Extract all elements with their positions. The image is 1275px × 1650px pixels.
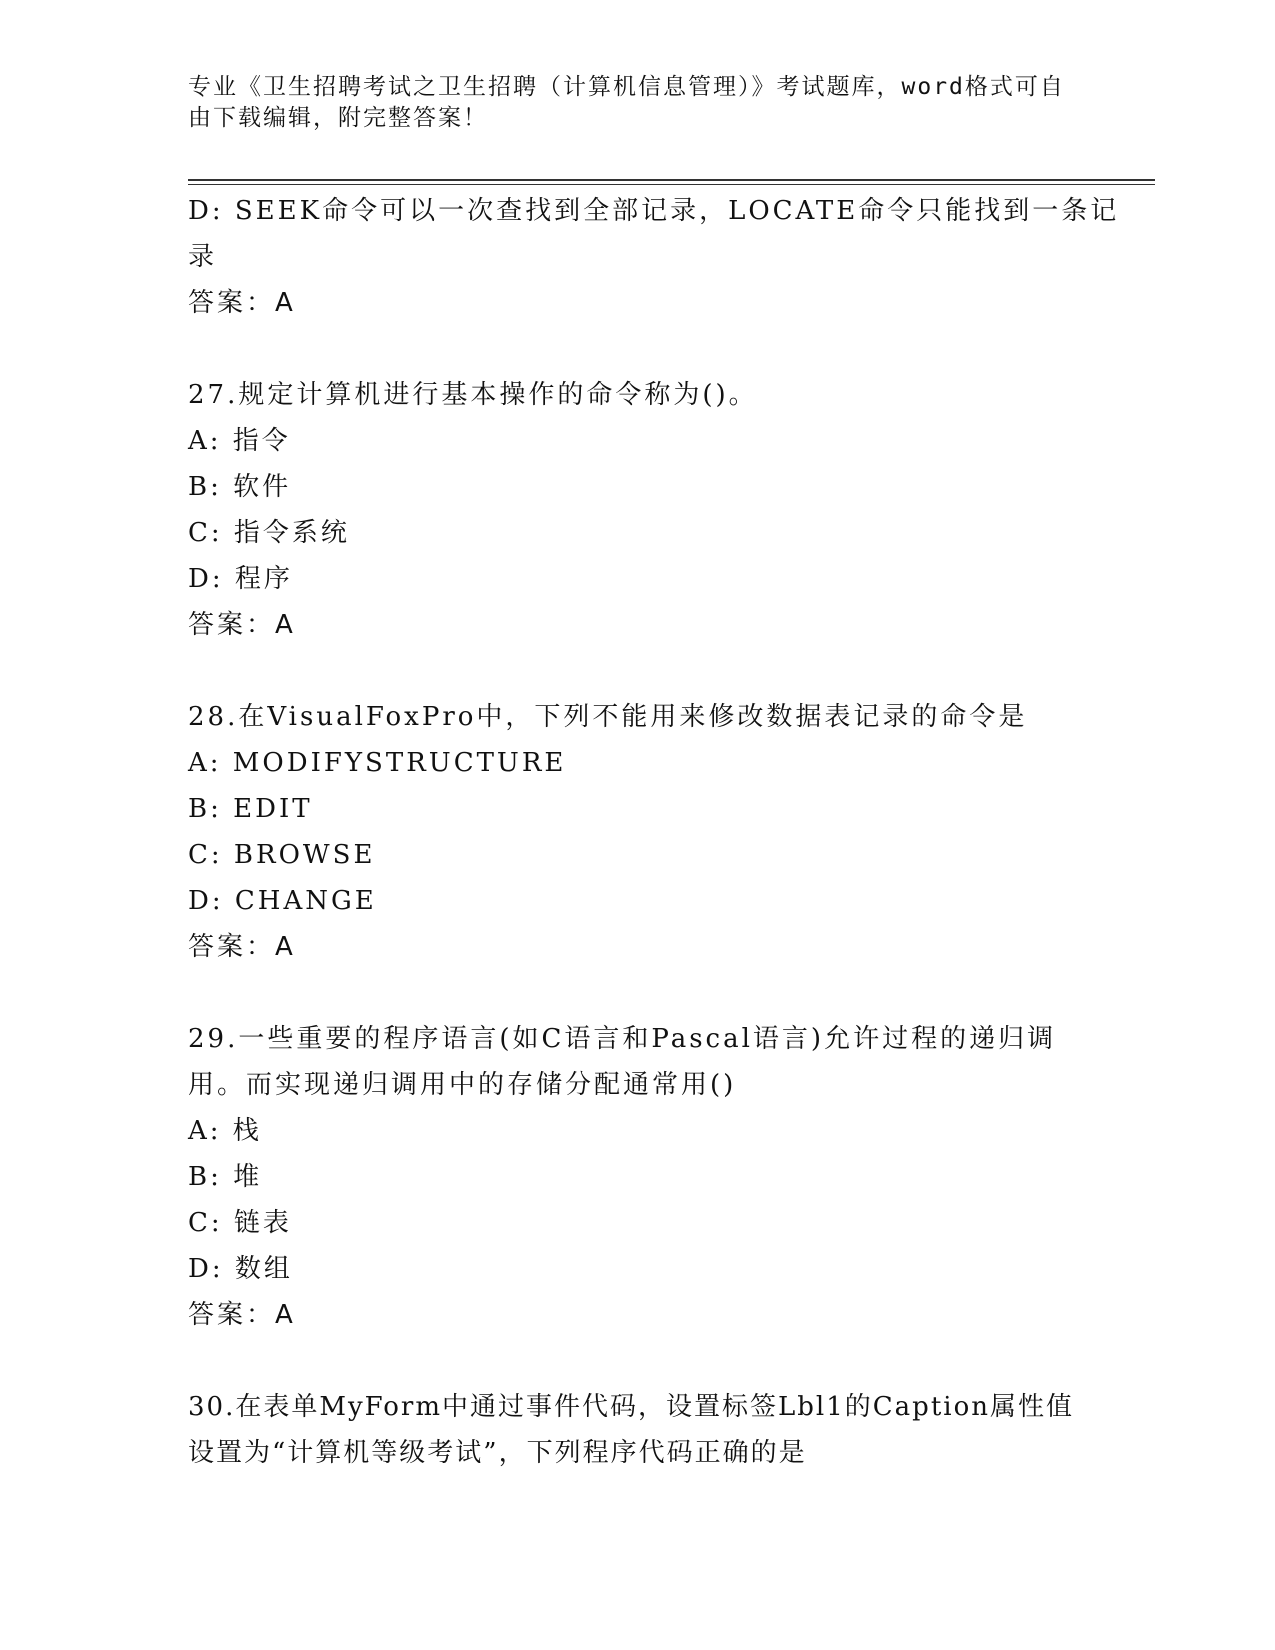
q26-answer: 答案：A (188, 288, 296, 318)
q29-option-a: A: 栈 (188, 1116, 262, 1146)
question-26-tail (188, 188, 1120, 326)
q30-stem-line-1: 30.在表单MyForm中通过事件代码，设置标签Lbl1的Caption属性值 (188, 1392, 1074, 1422)
header-line-2: 由下载编辑，附完整答案！ (188, 105, 488, 131)
q29-stem-line-1: 29.一些重要的程序语言(如C语言和Pascal语言)允许过程的递归调 (188, 1024, 1057, 1054)
question-list (188, 188, 1120, 1476)
q27-stem: 27.规定计算机进行基本操作的命令称为()。 (188, 380, 758, 410)
question-29 (188, 1016, 1088, 1338)
q28-option-c: C: BROWSE (188, 840, 376, 870)
spacer (188, 1338, 1088, 1384)
q26-option-d-line-1: D: SEEK命令可以一次查找到全部记录，LOCATE命令只能找到一条记 (188, 196, 1120, 226)
q28-option-a: A: MODIFYSTRUCTURE (188, 748, 567, 778)
header-divider-thin (188, 184, 1155, 185)
question-27 (188, 372, 1088, 648)
spacer (188, 648, 1088, 694)
q29-answer: 答案：A (188, 1300, 296, 1330)
q28-option-d: D: CHANGE (188, 886, 377, 916)
q27-option-b: B: 软件 (188, 472, 292, 502)
q29-stem-line-2: 用。而实现递归调用中的存储分配通常用() (188, 1070, 737, 1100)
q29-option-d: D: 数组 (188, 1254, 293, 1284)
q26-option-d-line-2: 录 (188, 242, 218, 272)
q29-option-b: B: 堆 (188, 1162, 263, 1192)
header-note (188, 72, 1068, 134)
spacer (188, 326, 1088, 372)
spacer (188, 970, 1088, 1016)
q30-stem-line-2: 设置为“计算机等级考试”，下列程序代码正确的是 (188, 1438, 807, 1468)
header-line-1: 专业《卫生招聘考试之卫生招聘（计算机信息管理）》考试题库，word格式可自 (188, 74, 1065, 100)
q27-option-d: D: 程序 (188, 564, 293, 594)
q28-option-b: B: EDIT (188, 794, 313, 824)
q27-option-c: C: 指令系统 (188, 518, 350, 548)
q27-answer: 答案：A (188, 610, 296, 640)
question-28 (188, 694, 1088, 970)
header-divider-thick (188, 179, 1155, 181)
q27-option-a: A: 指令 (188, 426, 291, 456)
q29-option-c: C: 链表 (188, 1208, 292, 1238)
question-30 (188, 1384, 1088, 1476)
q28-answer: 答案：A (188, 932, 296, 962)
q28-stem: 28.在VisualFoxPro中，下列不能用来修改数据表记录的命令是 (188, 702, 1028, 732)
